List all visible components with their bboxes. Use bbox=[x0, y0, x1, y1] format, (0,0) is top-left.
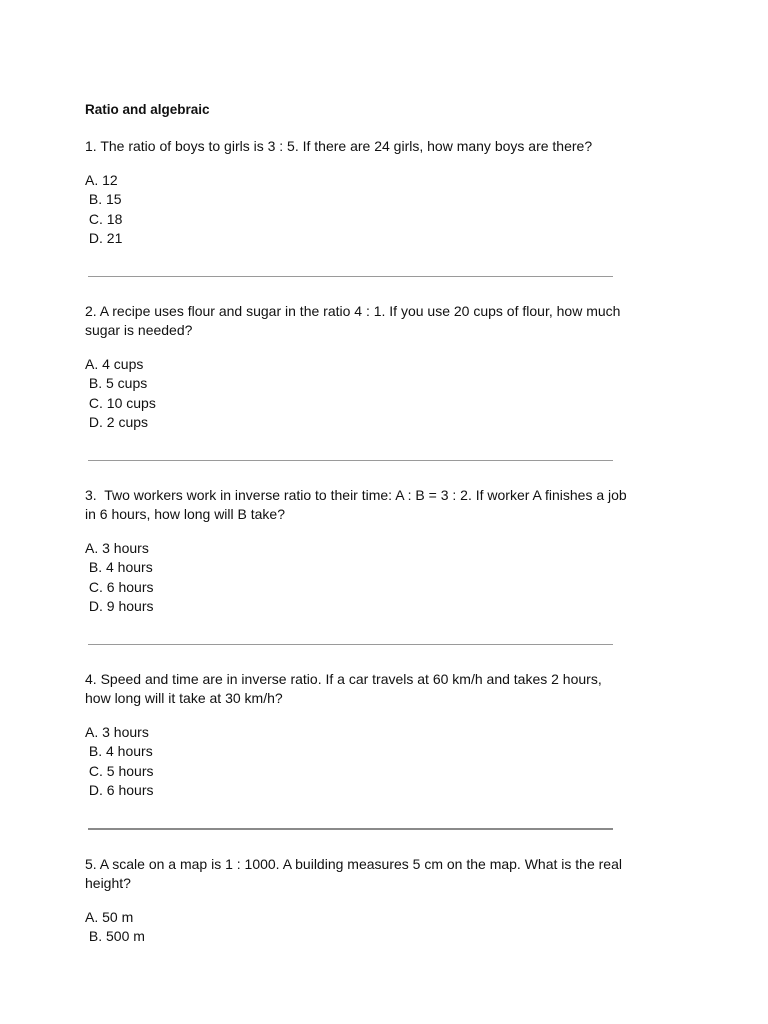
option-list bbox=[85, 171, 630, 249]
option-a: A. 50 m bbox=[85, 908, 134, 925]
option-c: C. 5 hours bbox=[85, 762, 154, 779]
question-block-3 bbox=[85, 486, 630, 617]
option-b: B. 5 cups bbox=[85, 375, 148, 391]
question-text: 1. The ratio of boys to girls is 3 : 5. If there are 24 girls, how many boys are there? bbox=[85, 138, 593, 154]
option-d: D. 6 hours bbox=[85, 782, 154, 798]
divider bbox=[88, 276, 613, 277]
divider bbox=[88, 828, 613, 830]
option-a: A. 4 cups bbox=[85, 355, 144, 372]
worksheet-title: Ratio and algebraic bbox=[85, 102, 210, 117]
question-text: 2. A recipe uses flour and sugar in the ratio 4 : 1. If you use 20 cups of flour, how much sugar is needed? bbox=[85, 302, 625, 338]
question-block-4 bbox=[85, 670, 630, 801]
option-list bbox=[85, 908, 630, 947]
option-list bbox=[85, 539, 630, 617]
option-list bbox=[85, 723, 630, 801]
option-b: B. 500 m bbox=[85, 928, 145, 944]
question-text: 3. Two workers work in inverse ratio to their time: A : B = 3 : 2. If worker A finishes a job in 6 hours, how long will B take? bbox=[85, 486, 631, 522]
option-c: C. 6 hours bbox=[85, 578, 154, 595]
divider bbox=[88, 644, 613, 645]
worksheet bbox=[85, 100, 630, 947]
option-c: C. 18 bbox=[85, 210, 123, 227]
question-text: 4. Speed and time are in inverse ratio. If a car travels at 60 km/h and takes 2 hours, how long will it take at 30 km/h? bbox=[85, 670, 606, 706]
option-a: A. 3 hours bbox=[85, 723, 149, 740]
option-d: D. 21 bbox=[85, 230, 123, 246]
option-b: B. 4 hours bbox=[85, 559, 153, 575]
question-text: 5. A scale on a map is 1 : 1000. A building measures 5 cm on the map. What is the real height? bbox=[85, 855, 626, 891]
option-c: C. 10 cups bbox=[85, 394, 156, 411]
option-d: D. 9 hours bbox=[85, 598, 154, 614]
option-b: B. 15 bbox=[85, 191, 122, 207]
question-block-1 bbox=[85, 137, 630, 249]
option-list bbox=[85, 355, 630, 433]
option-d: D. 2 cups bbox=[85, 414, 149, 430]
option-a: A. 3 hours bbox=[85, 539, 149, 556]
option-a: A. 12 bbox=[85, 171, 118, 188]
question-block-5 bbox=[85, 855, 630, 947]
divider bbox=[88, 460, 613, 461]
question-block-2 bbox=[85, 302, 630, 433]
option-b: B. 4 hours bbox=[85, 743, 153, 759]
